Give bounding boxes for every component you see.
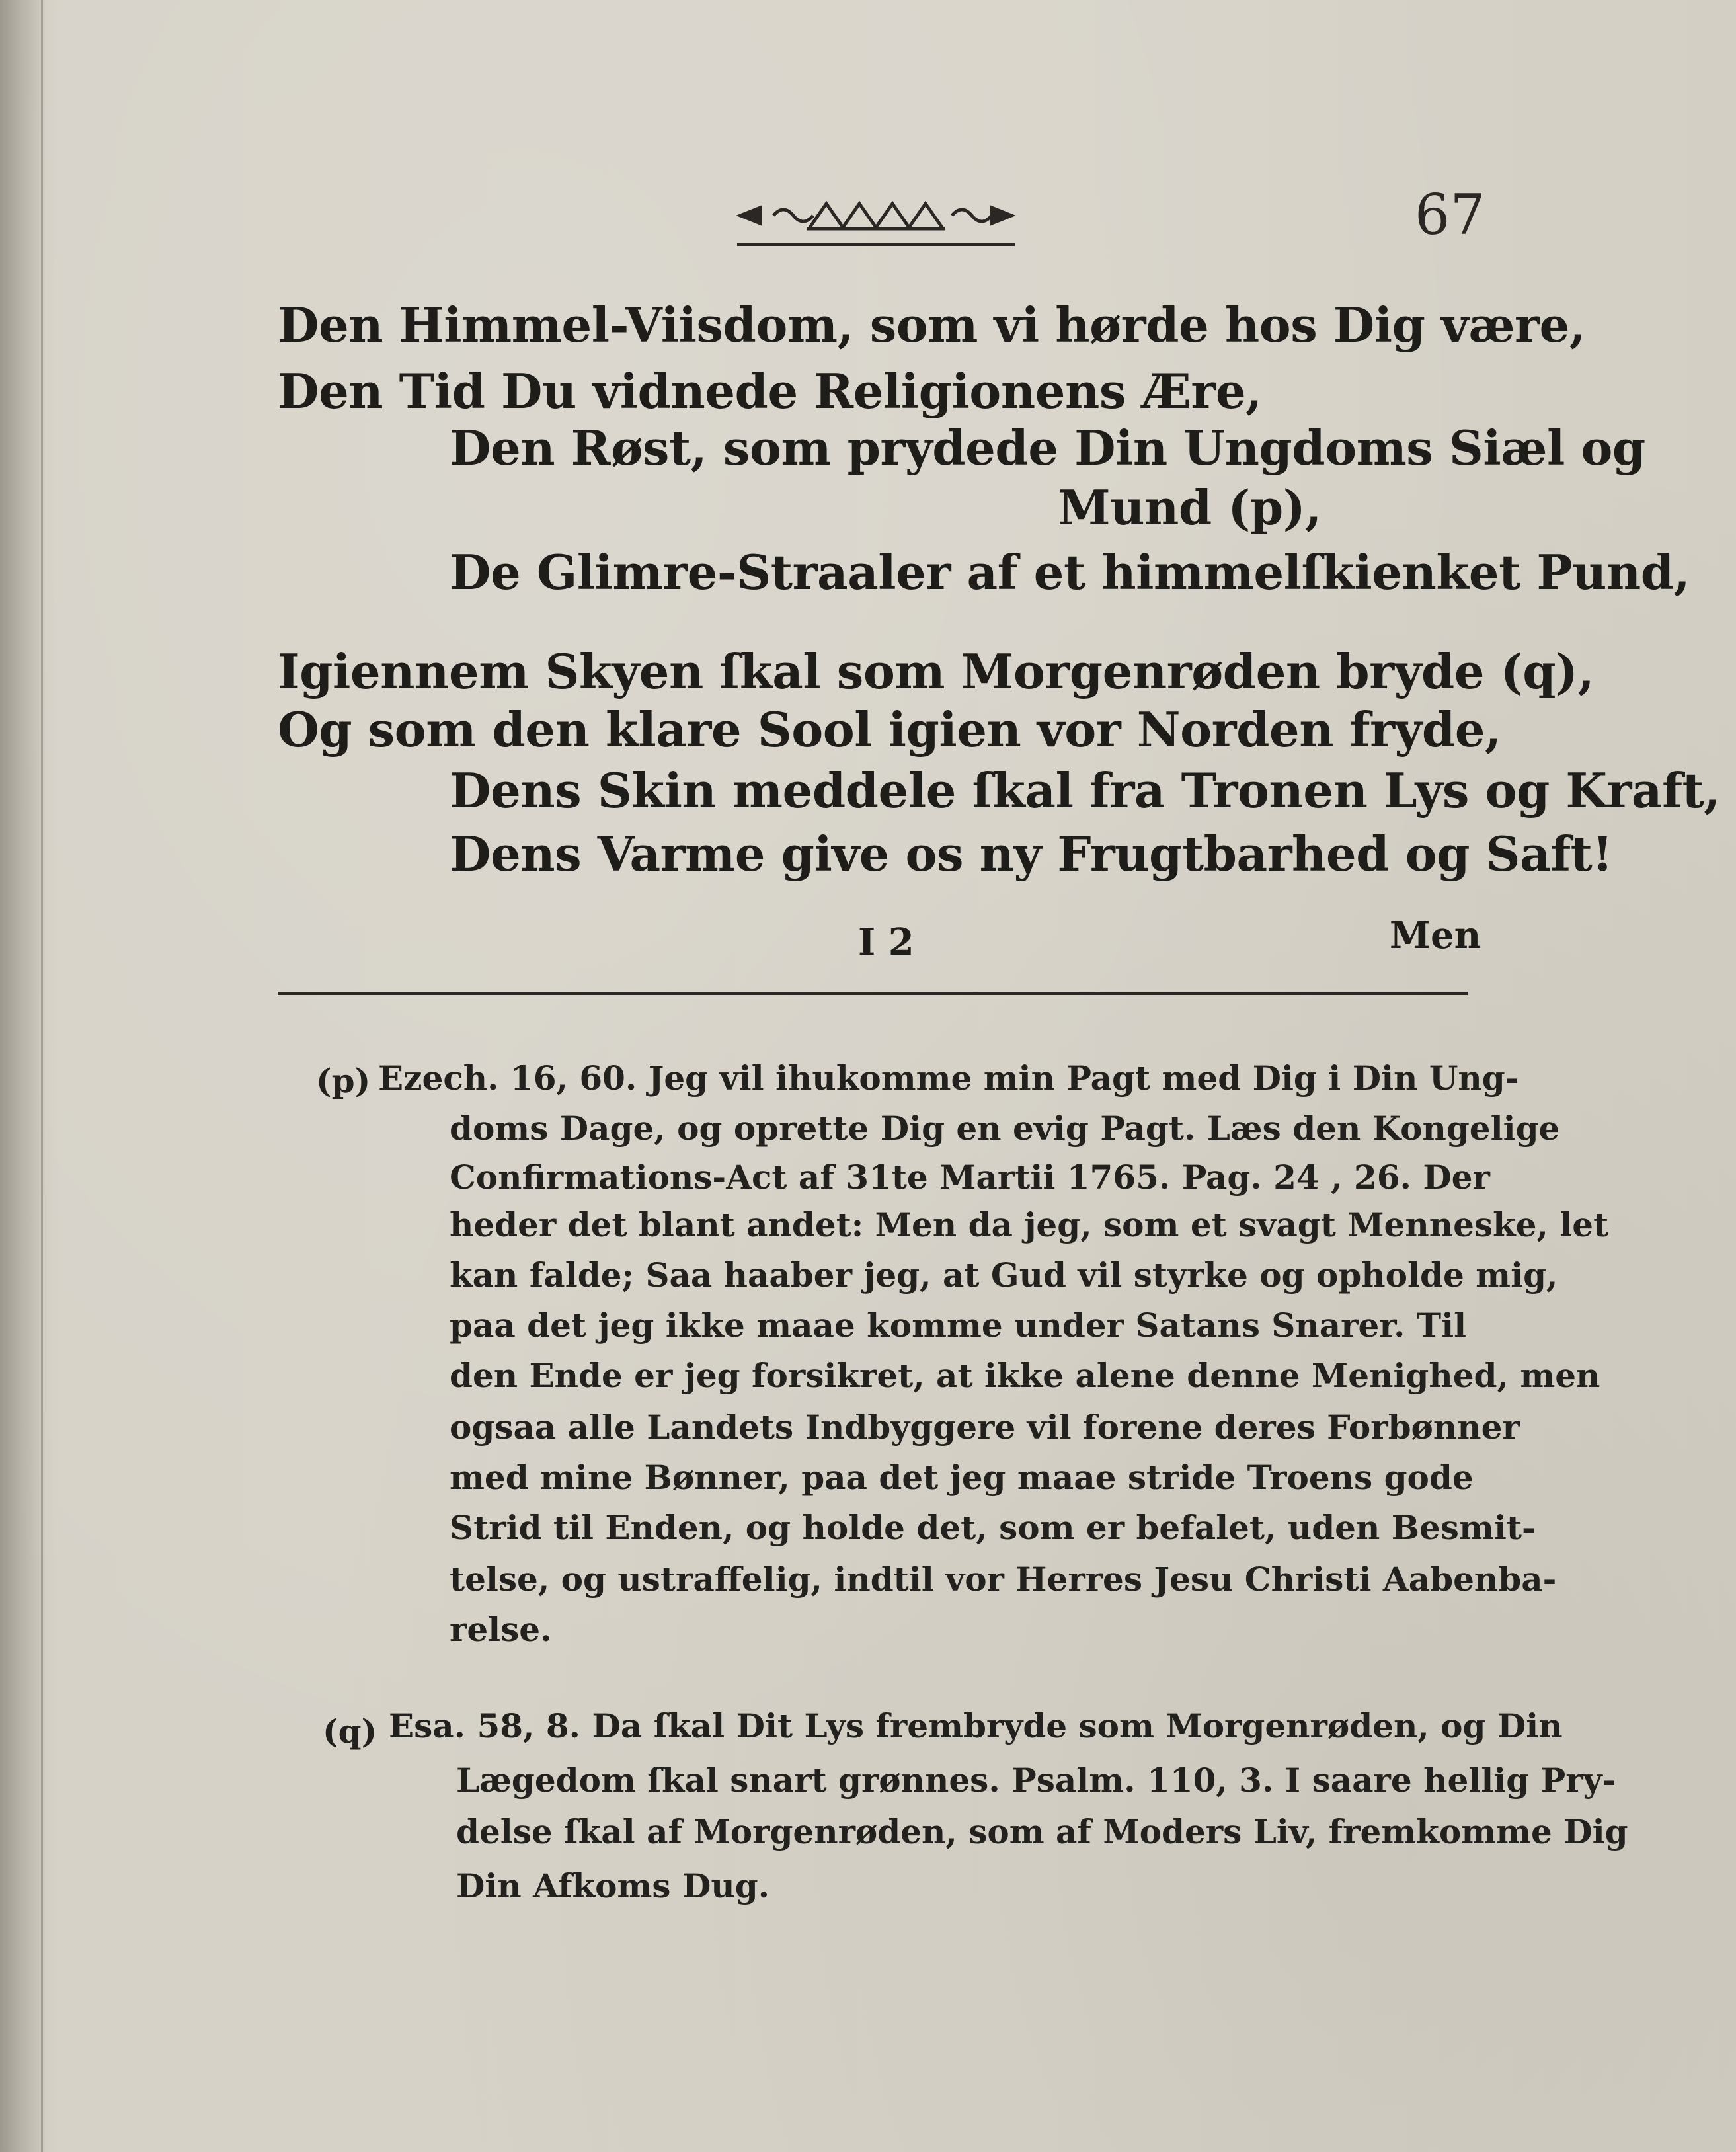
footnote-line: doms Dage, og oprette Dig en evig Pagt. Læs den Kongelige: [450, 1109, 1560, 1148]
footnote-line: Lægedom ſkal snart grønnes. Psalm. 110, 3. I saare hellig Pry-: [456, 1761, 1616, 1800]
verse-line: Dens Skin meddele ſkal fra Tronen Lys og Kraft,: [450, 762, 1720, 818]
footnote-line: Esa. 58, 8. Da ſkal Dit Lys frembryde som Morgenrøden, og Din: [389, 1706, 1563, 1745]
verse-line: Og som den klare Sool igien vor Norden fryde,: [278, 701, 1501, 758]
page-gutter-shadow: [0, 0, 46, 2152]
footnote-line: relse.: [450, 1610, 552, 1649]
footnote-line: paa det jeg ikke maae komme under Satans Snarer. Til: [450, 1306, 1467, 1345]
catchword: Men: [1390, 914, 1481, 957]
footnote-marker: (p): [316, 1061, 371, 1100]
footnote-line: den Ende er jeg forsikret, at ikke alene denne Menighed, men: [450, 1356, 1600, 1395]
verse-line: Igiennem Skyen ſkal som Morgenrøden bryde (q),: [278, 643, 1595, 699]
verse-line: Dens Varme give os ny Frugtbarhed og Saft!: [450, 826, 1613, 882]
header-rule: [737, 243, 1015, 246]
verse-line: Den Røst, som prydede Din Ungdoms Siæl og: [450, 420, 1645, 476]
footnote-line: med mine Bønner, paa det jeg maae stride Troens gode: [450, 1458, 1474, 1497]
footnote-line: heder det blant andet: Men da jeg, som et svagt Menneske, let: [450, 1205, 1609, 1244]
footnote-line: Strid til Enden, og holde det, som er befalet, uden Besmit-: [450, 1508, 1536, 1547]
footnote-line: Din Afkoms Dug.: [456, 1866, 770, 1905]
gutter-line: [41, 0, 43, 2152]
header-ornament: [734, 196, 1018, 235]
footnote-line: telse, og ustraffelig, indtil vor Herres Jesu Christi Aabenba-: [450, 1560, 1557, 1599]
verse-line: De Glimre-Straaler af et himmelſkienket Pund,: [450, 544, 1690, 600]
footnote-divider: [278, 992, 1468, 995]
footnote-line: Confirmations-Act af 31te Martii 1765. Pag. 24 , 26. Der: [450, 1158, 1490, 1197]
page-number: 67: [1415, 182, 1485, 247]
verse-line: Den Tid Du vidnede Religionens Ære,: [278, 363, 1262, 419]
footnote-line: ogsaa alle Landets Indbyggere vil forene deres Forbønner: [450, 1408, 1520, 1447]
footnote-line: delse ſkal af Morgenrøden, som af Moders Liv, fremkomme Dig: [456, 1812, 1628, 1851]
footnote-line: kan falde; Saa haaber jeg, at Gud vil styrke og opholde mig,: [450, 1255, 1558, 1295]
verse-line: Mund (p),: [1058, 479, 1322, 536]
footnote-marker: (q): [323, 1712, 377, 1751]
verse-line: Den Himmel-Viisdom, som vi hørde hos Dig være,: [278, 297, 1586, 353]
signature-mark: I 2: [858, 920, 914, 964]
footnote-line: Ezech. 16, 60. Jeg vil ihukomme min Pagt med Dig i Din Ung-: [378, 1058, 1519, 1097]
